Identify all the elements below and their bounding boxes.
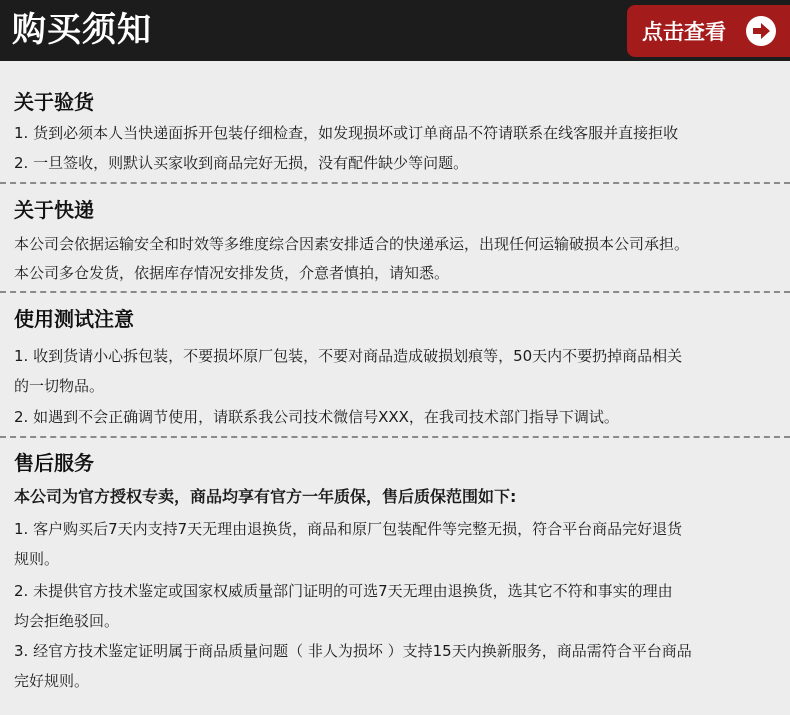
arrow-right-circle-icon — [744, 14, 778, 48]
after-sales-line-3: 2. 未提供官方技术鉴定或国家权威质量部门证明的可选7天无理由退换货，选其它不符和事实的理由 — [14, 582, 673, 600]
after-sales-line-5: 3. 经官方技术鉴定证明属于商品质量问题（ 非人为损坏 ）支持15天内换新服务，商品需符合平台商品 — [14, 642, 692, 660]
after-sales-intro: 本公司为官方授权专卖，商品均享有官方一年质保，售后质保范围如下: — [14, 487, 517, 506]
section-title-shipping: 关于快递 — [14, 198, 94, 222]
page-title: 购买须知 — [12, 10, 152, 50]
after-sales-line-2: 规则。 — [14, 550, 60, 568]
usage-line-1: 1. 收到货请小心拆包装，不要损坏原厂包装，不要对商品造成破损划痕等，50天内不要扔掉商品相关 — [14, 347, 683, 365]
section-title-usage: 使用测试注意 — [14, 307, 134, 331]
header-bar — [0, 0, 790, 61]
view-details-button[interactable] — [627, 5, 790, 57]
section-title-inspection: 关于验货 — [14, 90, 94, 114]
section-title-after-sales: 售后服务 — [14, 451, 94, 475]
after-sales-line-1: 1. 客户购买后7天内支持7天无理由退换货，商品和原厂包装配件等完整无损，符合平台商品完好退货 — [14, 520, 683, 538]
inspection-line-2: 2. 一旦签收，则默认买家收到商品完好无损，没有配件缺少等问题。 — [14, 154, 469, 172]
section-divider — [0, 182, 790, 184]
section-divider — [0, 291, 790, 293]
inspection-line-1: 1. 货到必须本人当快递面拆开包装仔细检查，如发现损坏或订单商品不符请联系在线客服并直接拒收 — [14, 124, 679, 142]
after-sales-line-6: 完好规则。 — [14, 672, 90, 690]
shipping-line-1: 本公司会依据运输安全和时效等多维度综合因素安排适合的快递承运，出现任何运输破损本公司承担。 — [14, 235, 690, 253]
view-details-label: 点击查看 — [642, 20, 726, 44]
shipping-line-2: 本公司多仓发货，依据库存情况安排发货，介意者慎拍，请知悉。 — [14, 264, 450, 282]
usage-line-2: 的一切物品。 — [14, 377, 105, 395]
after-sales-line-4: 均会拒绝驳回。 — [14, 612, 120, 630]
section-divider — [0, 436, 790, 438]
usage-line-3: 2. 如遇到不会正确调节使用，请联系我公司技术微信号XXX，在我司技术部门指导下调试。 — [14, 408, 619, 426]
